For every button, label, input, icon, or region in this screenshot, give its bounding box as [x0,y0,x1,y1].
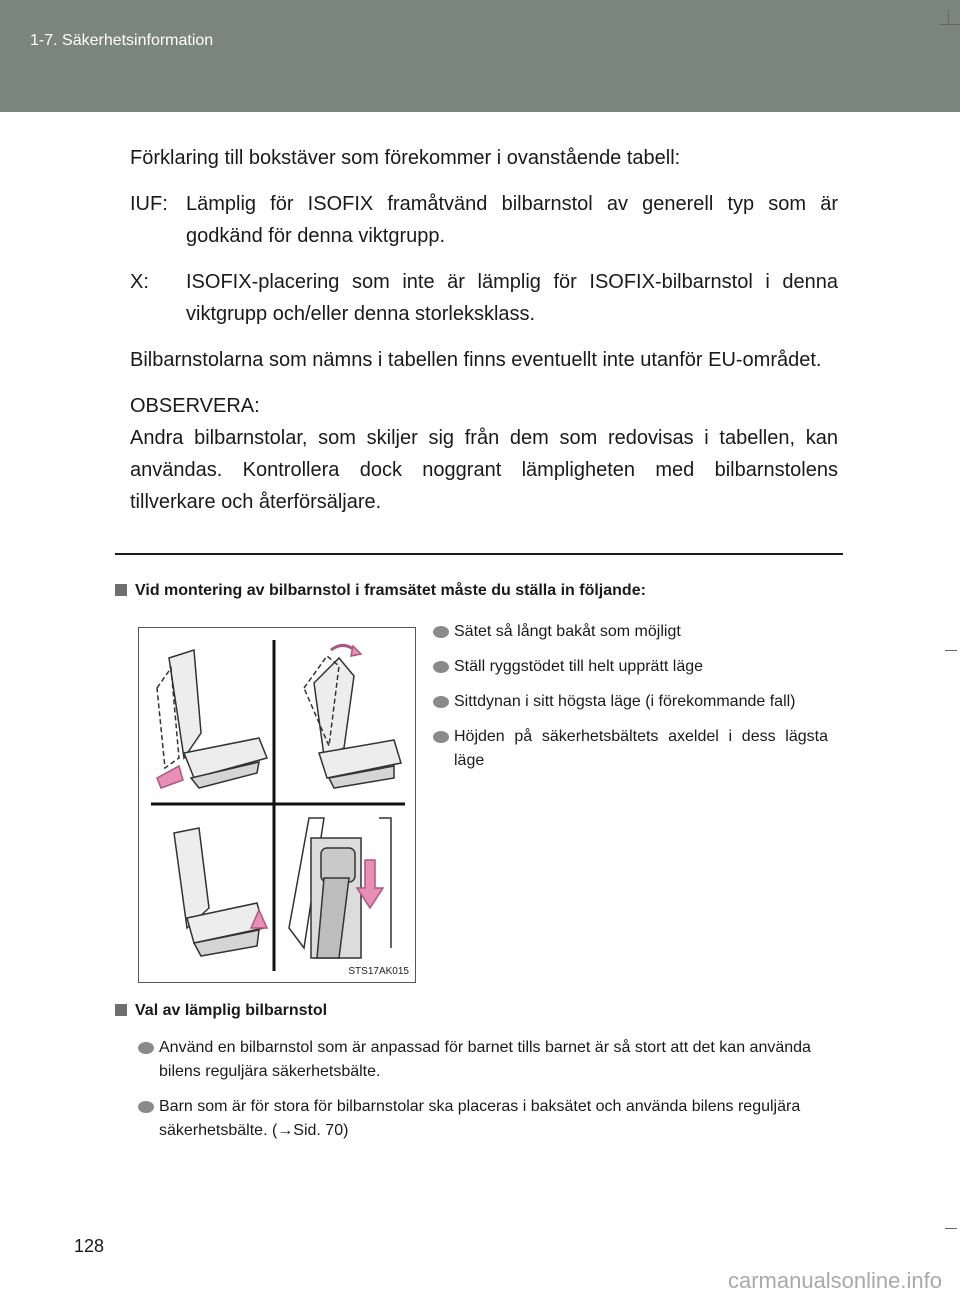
definition-x [130,266,838,330]
bullet-dot-icon [138,1042,154,1054]
crop-mark [945,1228,957,1229]
bullet-dot-icon [433,731,449,743]
list-item [433,690,828,714]
square-bullet-icon [115,1004,127,1016]
list-item [138,1095,838,1143]
section2-heading [115,1002,327,1020]
crop-mark [948,10,949,24]
watermark: carmanualsonline.info [727,1268,942,1293]
list-item-text: Använd en bilbarnstol som är anpassad för barnet tills barnet är så stort att det kan använda bilens reguljära säkerhetsbälte. [159,1039,811,1080]
availability-note: Bilbarnstolarna som nämns i tabellen finns eventuellt inte utanför EU-området. [130,349,822,371]
list-item-text: Sittdynan i sitt högsta läge (i förekommande fall) [454,693,796,710]
notice-text: Andra bilbarnstolar, som skiljer sig från dem som redovisas i tabellen, kan användas. Kontrollera dock noggrant lämpligheten med bilbarnstolens tillverkare och återförsäljare. [130,427,838,513]
seat-cushion-height-drawing [174,828,267,956]
section-title: 1-7. Säkerhetsinformation [30,32,214,49]
list-item-text: Barn som är för stora för bilbarnstolar ska placeras i baksätet och använda bilens reguljära säkerhetsbälte. (→Sid. 70) [159,1098,801,1139]
list-item [433,725,828,773]
list-item-text: Sätet så långt bakåt som möjligt [454,623,681,640]
seat-backrest-upright-drawing [304,645,401,788]
section1-heading-text: Vid montering av bilbarnstol i framsätet måste du ställa in följande: [135,582,646,599]
page-header [0,0,960,112]
bullet-dot-icon [433,626,449,638]
explanation-block [130,142,838,532]
seat-adjustment-figure [138,627,416,983]
section2-bullet-list [138,1036,838,1154]
seat-slide-back-drawing [157,650,267,788]
definition-desc: Lämplig för ISOFIX framåtvänd bilbarnstol av generell typ som är godkänd för denna viktgrupp. [186,193,838,247]
crop-mark [945,650,957,651]
page-number: 128 [74,1236,105,1256]
crop-mark [940,24,960,25]
bullet-dot-icon [433,696,449,708]
definition-iuf [130,188,838,252]
seat-illustration [139,628,415,982]
section1-bullet-list [433,620,828,784]
definition-term: X: [130,271,149,293]
list-item [138,1036,838,1084]
list-item [433,655,828,679]
figure-code: STS17AK015 [348,966,409,977]
bullet-dot-icon [433,661,449,673]
intro-text: Förklaring till bokstäver som förekommer i ovanstående tabell: [130,147,681,169]
list-item-text: Ställ ryggstödet till helt upprätt läge [454,658,704,675]
definition-desc: ISOFIX-placering som inte är lämplig för ISOFIX-bilbarnstol i denna viktgrupp och/eller denna storleksklass. [186,271,838,325]
bullet-dot-icon [138,1101,154,1113]
definition-term: IUF: [130,193,168,215]
seatbelt-anchor-drawing [289,818,391,958]
list-item-text: Höjden på säkerhetsbältets axeldel i dess lägsta läge [454,728,828,769]
square-bullet-icon [115,584,127,596]
list-item [433,620,828,644]
section1-heading [115,582,646,600]
section2-heading-text: Val av lämplig bilbarnstol [135,1002,328,1019]
notice-title: OBSERVERA: [130,395,260,417]
section-divider [115,553,843,555]
